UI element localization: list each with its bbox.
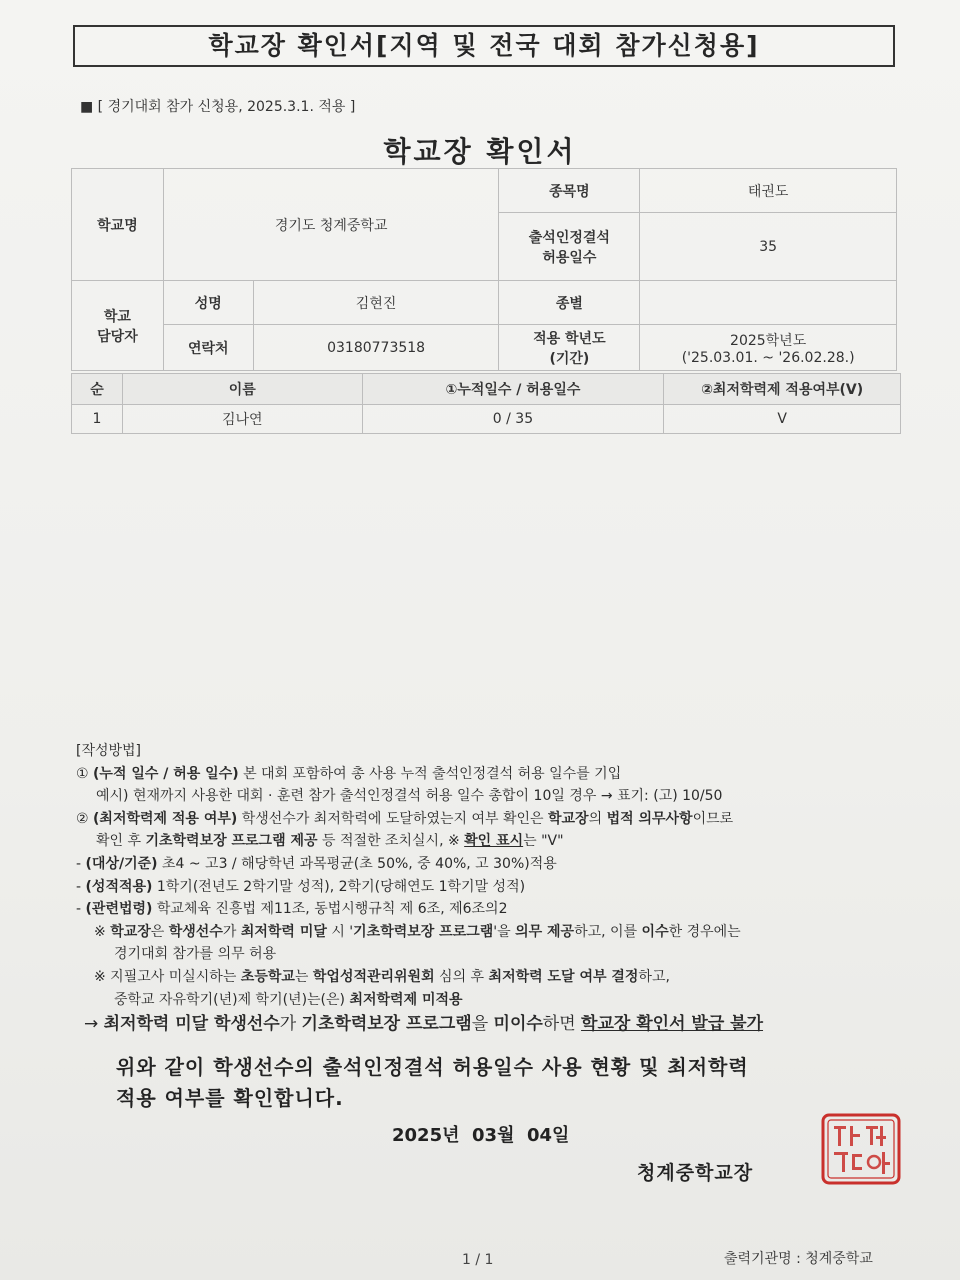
instruction-bold: (성적적용) xyxy=(85,878,153,895)
school-year-value-line2: ('25.03.01. ~ '26.02.28.) xyxy=(681,349,855,366)
instruction-bold: 의무 제공 xyxy=(515,923,575,940)
instruction-text: - xyxy=(76,901,86,918)
instruction-bold: 이수 xyxy=(641,923,669,940)
instruction-text: 하고, 이를 xyxy=(574,923,642,940)
instruction-text: 을 xyxy=(471,1014,494,1035)
instruction-text: 는 "V" xyxy=(523,833,564,850)
school-manager-label-line2: 담당자 xyxy=(97,328,138,345)
application-note: ■ [ 경기대회 참가 신청용, 2025.3.1. 적용 ] xyxy=(80,99,356,115)
row-min-academic: V xyxy=(664,405,901,434)
manager-name-value: 김현진 xyxy=(253,281,499,325)
instruction-text: ※ xyxy=(94,923,111,940)
instruction-bold: 학교장 xyxy=(110,923,151,940)
row-days: 0 / 35 xyxy=(362,405,664,434)
school-year-value-line1: 2025학년도 xyxy=(730,332,807,349)
instruction-text: ※ 지필고사 미실시하는 xyxy=(94,968,241,985)
instruction-text: 한 경우에는 xyxy=(668,923,741,940)
instruction-line xyxy=(76,808,906,831)
instruction-bold: 법적 의무사항 xyxy=(606,810,693,827)
instruction-line xyxy=(76,876,906,899)
instruction-bold: 초등학교 xyxy=(240,968,295,985)
instruction-line xyxy=(76,853,906,876)
instruction-bold: (관련법령) xyxy=(85,901,153,918)
column-header-min-academic: ②최저학력제 적용여부(V) xyxy=(664,374,901,405)
page-number: 1 / 1 xyxy=(462,1252,494,1268)
instruction-text: - xyxy=(76,855,86,872)
absence-allowance-label xyxy=(499,213,640,281)
student-table xyxy=(71,373,901,434)
instruction-text: 본 대회 포함하여 총 사용 누적 출석인정결석 허용 일수를 기입 xyxy=(238,765,622,782)
instruction-bold: 학생선수 xyxy=(168,923,223,940)
instruction-line xyxy=(76,898,906,921)
principal-signature-line: 청계중학교장 xyxy=(637,1162,754,1184)
school-name-value: 경기도 청계중학교 xyxy=(163,169,499,281)
category-label: 종별 xyxy=(499,281,640,325)
instruction-text: - xyxy=(76,878,86,895)
instruction-text: 이므로 xyxy=(692,810,734,827)
absence-allowance-label-line1: 출석인정결석 xyxy=(528,229,610,246)
instruction-text: 확인 후 xyxy=(96,833,146,850)
instruction-bold: 기초학력보장 프로그램 xyxy=(301,1014,472,1035)
instruction-bold: (누적 일수 / 허용 일수) xyxy=(93,765,239,782)
manager-contact-value: 03180773518 xyxy=(253,325,499,371)
school-year-value xyxy=(640,325,897,371)
school-year-label-line1: 적용 학년도 xyxy=(533,330,606,347)
confirmation-statement xyxy=(116,1052,749,1114)
instruction-text: 학교체육 진흥법 제11조, 동법시행규칙 제 6조, 제6조의2 xyxy=(152,901,508,918)
instruction-bold: 확인 표시 xyxy=(464,833,524,850)
school-name-label: 학교명 xyxy=(72,169,164,281)
table-row xyxy=(72,405,901,434)
instruction-text: 학생선수가 최저학력에 도달하였는지 여부 확인은 xyxy=(237,810,548,827)
instruction-line xyxy=(76,921,906,944)
instruction-bold: 최저학력 도달 여부 결정 xyxy=(488,968,639,985)
school-manager-label-line1: 학교 xyxy=(103,308,131,325)
instruction-bold: 학교장 확인서 발급 불가 xyxy=(581,1014,764,1035)
instruction-text: 중학교 자유학기(년)제 학기(년)는(은) xyxy=(114,991,350,1008)
row-no: 1 xyxy=(72,405,123,434)
instruction-example: 예시) 현재까지 사용한 대회 · 훈련 참가 출석인정결석 허용 일수 총합이 10일 경우 → 표기: (고) 10/50 xyxy=(96,788,723,805)
instruction-line xyxy=(76,989,906,1012)
column-header-days: ①누적일수 / 허용일수 xyxy=(362,374,664,405)
circled-number: ② xyxy=(76,810,89,827)
document-heading: 학교장 확인서 xyxy=(383,135,577,168)
category-value xyxy=(640,281,897,325)
school-manager-label xyxy=(72,281,164,371)
instruction-bold: 학교장 xyxy=(548,810,589,827)
official-seal-icon xyxy=(820,1112,902,1186)
instruction-text: '을 xyxy=(493,923,516,940)
instruction-text: 시 ' xyxy=(326,923,354,940)
document-title-box: 학교장 확인서[지역 및 전국 대회 참가신청용] xyxy=(73,25,895,67)
instruction-text: 하고, xyxy=(638,968,670,985)
circled-number: ① xyxy=(76,765,89,782)
instruction-bold: 최저학력제 미적용 xyxy=(349,991,463,1008)
sport-label: 종목명 xyxy=(499,169,640,213)
row-name: 김나연 xyxy=(122,405,362,434)
instruction-text: 심의 후 xyxy=(434,968,489,985)
instruction-line: 경기대회 참가를 의무 허용 xyxy=(114,946,277,963)
school-year-label xyxy=(499,325,640,371)
instruction-text: 1학기(전년도 2학기말 성적), 2학기(당해연도 1학기말 성적) xyxy=(152,878,526,895)
instruction-bold: 기초학력보장 프로그램 xyxy=(353,923,494,940)
instruction-bold: (대상/기준) xyxy=(85,855,158,872)
instruction-text: 등 적절한 조치실시, ※ xyxy=(317,833,465,850)
instruction-bold: 기초학력보장 프로그램 제공 xyxy=(145,833,318,850)
instruction-text: 의 xyxy=(588,810,607,827)
instruction-text: 하면 xyxy=(542,1014,582,1035)
school-year-label-line2: (기간) xyxy=(549,350,590,367)
instructions-section xyxy=(76,740,906,1036)
school-info-table xyxy=(71,168,897,371)
instruction-bold: 미이수 xyxy=(493,1014,543,1035)
instruction-text: 가 xyxy=(279,1014,302,1035)
confirmation-line2: 적용 여부를 확인합니다. xyxy=(116,1086,344,1110)
sport-value: 태권도 xyxy=(640,169,897,213)
instruction-bold: (최저학력제 적용 여부) xyxy=(93,810,238,827)
instruction-text: 가 xyxy=(222,923,241,940)
absence-allowance-label-line2: 허용일수 xyxy=(542,249,597,266)
instruction-line xyxy=(76,966,906,989)
instructions-title: [작성방법] xyxy=(76,743,142,759)
instruction-line xyxy=(76,830,906,853)
column-header-name: 이름 xyxy=(122,374,362,405)
instruction-bold: 최저학력 미달 학생선수 xyxy=(103,1014,280,1035)
manager-contact-label: 연락처 xyxy=(163,325,253,371)
absence-allowance-value: 35 xyxy=(640,213,897,281)
arrow-icon: → xyxy=(84,1014,104,1035)
instruction-bold: 최저학력 미달 xyxy=(240,923,327,940)
instruction-text: 은 xyxy=(150,923,169,940)
instruction-line xyxy=(76,763,906,786)
instruction-bold: 학업성적관리위원회 xyxy=(312,968,435,985)
instruction-warning-line xyxy=(76,1013,906,1036)
issue-date: 2025년 03월 04일 xyxy=(392,1125,570,1146)
output-organization: 출력기관명 : 청계중학교 xyxy=(724,1251,873,1267)
manager-name-label: 성명 xyxy=(163,281,253,325)
instruction-text: 는 xyxy=(294,968,313,985)
instruction-text: 초4 ~ 고3 / 해당학년 과목평균(초 50%, 중 40%, 고 30%)적용 xyxy=(157,855,557,872)
confirmation-line1: 위와 같이 학생선수의 출석인정결석 허용일수 사용 현황 및 최저학력 xyxy=(116,1055,749,1079)
column-header-no: 순 xyxy=(72,374,123,405)
